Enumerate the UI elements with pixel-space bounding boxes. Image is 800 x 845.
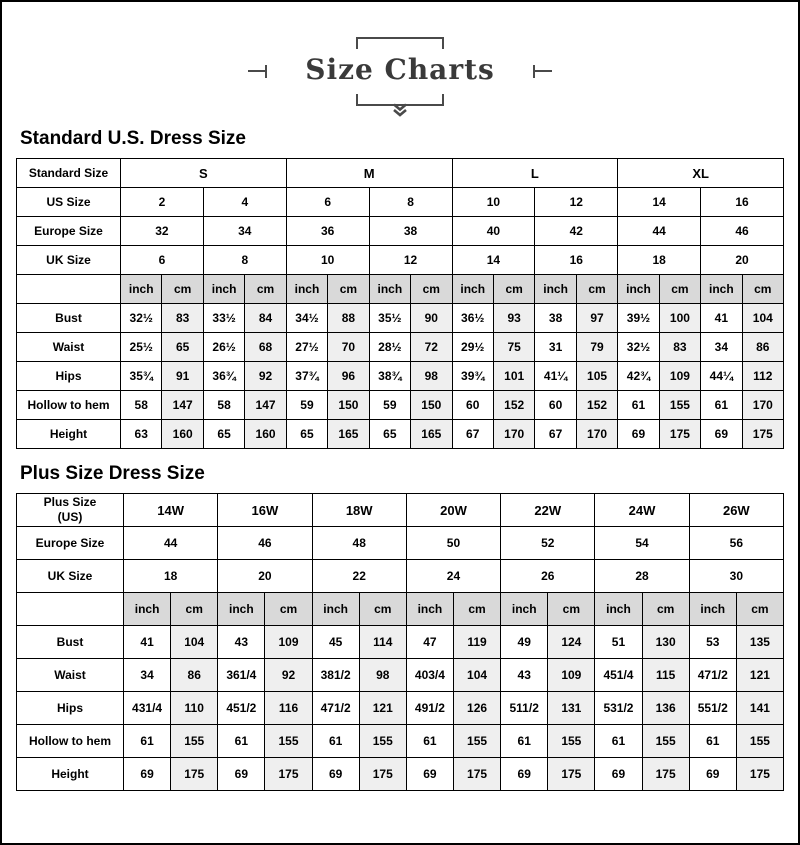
measure-value: 119 xyxy=(453,626,500,659)
measure-value: 65 xyxy=(286,420,327,449)
measure-value: 83 xyxy=(659,333,700,362)
measure-value: 121 xyxy=(736,659,783,692)
measure-value: 109 xyxy=(659,362,700,391)
measure-value: 37¾ xyxy=(286,362,327,391)
measure-value: 155 xyxy=(736,725,783,758)
unit-header: cm xyxy=(493,275,534,304)
chevron-down-icon xyxy=(392,103,408,117)
plus-size-section xyxy=(16,463,784,791)
size-group-header: M xyxy=(286,159,452,188)
measure-value: 28½ xyxy=(369,333,410,362)
measure-value: 39½ xyxy=(618,304,659,333)
measure-value: 36½ xyxy=(452,304,493,333)
measure-value: 67 xyxy=(535,420,576,449)
size-value: 6 xyxy=(121,246,204,275)
measure-value: 38¾ xyxy=(369,362,410,391)
measure-value: 361/4 xyxy=(218,659,265,692)
unit-header: inch xyxy=(689,593,736,626)
size-value: 14 xyxy=(618,188,701,217)
measure-value: 72 xyxy=(411,333,452,362)
size-value: 44 xyxy=(618,217,701,246)
size-value: 54 xyxy=(595,527,689,560)
size-group-header: XL xyxy=(618,159,784,188)
measure-value: 124 xyxy=(548,626,595,659)
measure-value: 75 xyxy=(493,333,534,362)
unit-header: cm xyxy=(328,275,369,304)
measure-value: 130 xyxy=(642,626,689,659)
measure-value: 60 xyxy=(452,391,493,420)
measure-value: 175 xyxy=(265,758,312,791)
measure-value: 86 xyxy=(742,333,783,362)
size-value: 2 xyxy=(121,188,204,217)
title-left-rule xyxy=(248,65,267,78)
measure-value: 69 xyxy=(501,758,548,791)
size-value: 8 xyxy=(203,246,286,275)
measure-value: 59 xyxy=(286,391,327,420)
unit-corner xyxy=(17,593,124,626)
size-value: 46 xyxy=(701,217,784,246)
measure-value: 147 xyxy=(162,391,203,420)
size-value: 46 xyxy=(218,527,312,560)
measure-value: 114 xyxy=(359,626,406,659)
measure-value: 38 xyxy=(535,304,576,333)
measure-value: 84 xyxy=(245,304,286,333)
measure-value: 165 xyxy=(411,420,452,449)
measure-value: 29½ xyxy=(452,333,493,362)
measure-value: 135 xyxy=(736,626,783,659)
measure-value: 44¼ xyxy=(701,362,742,391)
measure-value: 170 xyxy=(742,391,783,420)
title-right-rule xyxy=(533,65,552,78)
measure-value: 175 xyxy=(736,758,783,791)
measure-value: 65 xyxy=(203,420,244,449)
measure-value: 35½ xyxy=(369,304,410,333)
title-block xyxy=(279,37,521,106)
measure-value: 491/2 xyxy=(406,692,453,725)
measure-value: 90 xyxy=(411,304,452,333)
measure-value: 152 xyxy=(493,391,534,420)
unit-header: cm xyxy=(171,593,218,626)
measure-value: 69 xyxy=(689,758,736,791)
unit-corner xyxy=(17,275,121,304)
measure-value: 36¾ xyxy=(203,362,244,391)
measure-value: 136 xyxy=(642,692,689,725)
measure-value: 98 xyxy=(411,362,452,391)
measure-value: 61 xyxy=(406,725,453,758)
measure-value: 511/2 xyxy=(501,692,548,725)
measure-value: 101 xyxy=(493,362,534,391)
measure-value: 403/4 xyxy=(406,659,453,692)
size-value: 16 xyxy=(535,246,618,275)
size-group-header: 22W xyxy=(501,494,595,527)
unit-header: cm xyxy=(265,593,312,626)
measure-value: 58 xyxy=(203,391,244,420)
standard-size-section xyxy=(16,128,784,449)
row-label: Waist xyxy=(17,333,121,362)
measure-value: 34 xyxy=(124,659,171,692)
size-value: 44 xyxy=(124,527,218,560)
measure-value: 531/2 xyxy=(595,692,642,725)
measure-value: 155 xyxy=(642,725,689,758)
measure-value: 53 xyxy=(689,626,736,659)
row-label: UK Size xyxy=(17,246,121,275)
unit-header: cm xyxy=(162,275,203,304)
measure-value: 126 xyxy=(453,692,500,725)
unit-header: inch xyxy=(701,275,742,304)
measure-value: 41¼ xyxy=(535,362,576,391)
measure-value: 96 xyxy=(328,362,369,391)
measure-value: 32½ xyxy=(121,304,162,333)
measure-value: 41 xyxy=(701,304,742,333)
unit-header: cm xyxy=(548,593,595,626)
size-value: 6 xyxy=(286,188,369,217)
measure-value: 69 xyxy=(406,758,453,791)
size-value: 50 xyxy=(406,527,500,560)
right-rule-line xyxy=(535,70,552,72)
standard-size-table-container xyxy=(16,158,784,449)
unit-header: cm xyxy=(576,275,617,304)
measure-value: 175 xyxy=(548,758,595,791)
row-label: UK Size xyxy=(17,560,124,593)
measure-value: 61 xyxy=(218,725,265,758)
size-group-header: 20W xyxy=(406,494,500,527)
measure-value: 98 xyxy=(359,659,406,692)
measure-value: 115 xyxy=(642,659,689,692)
measure-value: 67 xyxy=(452,420,493,449)
measure-value: 97 xyxy=(576,304,617,333)
unit-header: cm xyxy=(453,593,500,626)
size-value: 12 xyxy=(369,246,452,275)
title-banner xyxy=(2,28,798,114)
corner-label: Standard Size xyxy=(17,159,121,188)
measure-value: 59 xyxy=(369,391,410,420)
row-label: Waist xyxy=(17,659,124,692)
measure-value: 61 xyxy=(689,725,736,758)
measure-value: 42¾ xyxy=(618,362,659,391)
left-rule-tick xyxy=(265,65,267,78)
measure-value: 155 xyxy=(548,725,595,758)
measure-value: 34 xyxy=(701,333,742,362)
size-value: 22 xyxy=(312,560,406,593)
measure-value: 35¾ xyxy=(121,362,162,391)
left-rule-line xyxy=(248,70,265,72)
measure-value: 104 xyxy=(742,304,783,333)
measure-value: 155 xyxy=(659,391,700,420)
size-value: 18 xyxy=(618,246,701,275)
size-group-header: 24W xyxy=(595,494,689,527)
size-value: 52 xyxy=(501,527,595,560)
measure-value: 431/4 xyxy=(124,692,171,725)
measure-value: 61 xyxy=(595,725,642,758)
size-value: 48 xyxy=(312,527,406,560)
measure-value: 381/2 xyxy=(312,659,359,692)
unit-header: inch xyxy=(218,593,265,626)
size-value: 12 xyxy=(535,188,618,217)
measure-value: 110 xyxy=(171,692,218,725)
size-group-header: L xyxy=(452,159,618,188)
unit-header: cm xyxy=(411,275,452,304)
size-value: 42 xyxy=(535,217,618,246)
size-value: 26 xyxy=(501,560,595,593)
measure-value: 86 xyxy=(171,659,218,692)
measure-value: 175 xyxy=(659,420,700,449)
size-value: 18 xyxy=(124,560,218,593)
row-label: Height xyxy=(17,758,124,791)
size-value: 4 xyxy=(203,188,286,217)
measure-value: 33½ xyxy=(203,304,244,333)
measure-value: 150 xyxy=(328,391,369,420)
measure-value: 155 xyxy=(171,725,218,758)
size-value: 20 xyxy=(701,246,784,275)
measure-value: 69 xyxy=(701,420,742,449)
measure-value: 69 xyxy=(618,420,659,449)
row-label: Hips xyxy=(17,362,121,391)
unit-header: inch xyxy=(406,593,453,626)
size-value: 38 xyxy=(369,217,452,246)
size-value: 36 xyxy=(286,217,369,246)
unit-header: inch xyxy=(595,593,642,626)
measure-value: 116 xyxy=(265,692,312,725)
row-label: Europe Size xyxy=(17,217,121,246)
measure-value: 63 xyxy=(121,420,162,449)
size-value: 10 xyxy=(452,188,535,217)
row-label: Height xyxy=(17,420,121,449)
measure-value: 104 xyxy=(171,626,218,659)
unit-header: inch xyxy=(124,593,171,626)
measure-value: 451/2 xyxy=(218,692,265,725)
size-group-header: 16W xyxy=(218,494,312,527)
measure-value: 60 xyxy=(535,391,576,420)
size-value: 34 xyxy=(203,217,286,246)
unit-header: inch xyxy=(121,275,162,304)
measure-value: 170 xyxy=(576,420,617,449)
row-label: Bust xyxy=(17,626,124,659)
measure-value: 61 xyxy=(701,391,742,420)
size-value: 56 xyxy=(689,527,783,560)
measure-value: 175 xyxy=(453,758,500,791)
measure-value: 61 xyxy=(618,391,659,420)
plus-size-table-container xyxy=(16,493,784,791)
measure-value: 88 xyxy=(328,304,369,333)
measure-value: 69 xyxy=(218,758,265,791)
size-value: 40 xyxy=(452,217,535,246)
measure-value: 93 xyxy=(493,304,534,333)
row-label: Hollow to hem xyxy=(17,391,121,420)
measure-value: 26½ xyxy=(203,333,244,362)
measure-value: 109 xyxy=(265,626,312,659)
measure-value: 92 xyxy=(245,362,286,391)
unit-header: inch xyxy=(452,275,493,304)
unit-header: inch xyxy=(286,275,327,304)
measure-value: 61 xyxy=(124,725,171,758)
size-value: 10 xyxy=(286,246,369,275)
size-group-header: 14W xyxy=(124,494,218,527)
measure-value: 147 xyxy=(245,391,286,420)
measure-value: 41 xyxy=(124,626,171,659)
unit-header: inch xyxy=(369,275,410,304)
measure-value: 79 xyxy=(576,333,617,362)
row-label: Bust xyxy=(17,304,121,333)
unit-header: cm xyxy=(642,593,689,626)
measure-value: 105 xyxy=(576,362,617,391)
measure-value: 150 xyxy=(411,391,452,420)
row-label: Hollow to hem xyxy=(17,725,124,758)
measure-value: 160 xyxy=(245,420,286,449)
measure-value: 141 xyxy=(736,692,783,725)
measure-value: 61 xyxy=(312,725,359,758)
size-value: 16 xyxy=(701,188,784,217)
measure-value: 109 xyxy=(548,659,595,692)
measure-value: 61 xyxy=(501,725,548,758)
measure-value: 471/2 xyxy=(689,659,736,692)
measure-value: 69 xyxy=(595,758,642,791)
measure-value: 83 xyxy=(162,304,203,333)
unit-header: inch xyxy=(501,593,548,626)
measure-value: 451/4 xyxy=(595,659,642,692)
measure-value: 65 xyxy=(369,420,410,449)
measure-value: 32½ xyxy=(618,333,659,362)
unit-header: cm xyxy=(659,275,700,304)
measure-value: 175 xyxy=(742,420,783,449)
measure-value: 45 xyxy=(312,626,359,659)
measure-value: 165 xyxy=(328,420,369,449)
measure-value: 47 xyxy=(406,626,453,659)
measure-value: 39¾ xyxy=(452,362,493,391)
size-value: 24 xyxy=(406,560,500,593)
section-heading-standard: Standard U.S. Dress Size xyxy=(20,128,246,149)
measure-value: 160 xyxy=(162,420,203,449)
measure-value: 58 xyxy=(121,391,162,420)
standard-us-dress-size-table xyxy=(16,158,784,449)
measure-value: 152 xyxy=(576,391,617,420)
measure-value: 131 xyxy=(548,692,595,725)
size-value: 14 xyxy=(452,246,535,275)
measure-value: 27½ xyxy=(286,333,327,362)
measure-value: 471/2 xyxy=(312,692,359,725)
size-value: 28 xyxy=(595,560,689,593)
measure-value: 43 xyxy=(501,659,548,692)
unit-header: cm xyxy=(245,275,286,304)
measure-value: 49 xyxy=(501,626,548,659)
measure-value: 91 xyxy=(162,362,203,391)
measure-value: 112 xyxy=(742,362,783,391)
measure-value: 104 xyxy=(453,659,500,692)
measure-value: 92 xyxy=(265,659,312,692)
unit-header: cm xyxy=(736,593,783,626)
plus-size-dress-size-table xyxy=(16,493,784,791)
measure-value: 25½ xyxy=(121,333,162,362)
row-label: Hips xyxy=(17,692,124,725)
unit-header: cm xyxy=(742,275,783,304)
measure-value: 175 xyxy=(359,758,406,791)
measure-value: 155 xyxy=(265,725,312,758)
unit-header: inch xyxy=(203,275,244,304)
title-bracket-top xyxy=(356,37,444,49)
unit-header: inch xyxy=(312,593,359,626)
measure-value: 175 xyxy=(171,758,218,791)
size-group-header: S xyxy=(121,159,287,188)
measure-value: 68 xyxy=(245,333,286,362)
page-title: Size Charts xyxy=(305,52,495,86)
size-group-header: 18W xyxy=(312,494,406,527)
measure-value: 121 xyxy=(359,692,406,725)
measure-value: 155 xyxy=(453,725,500,758)
size-group-header: 26W xyxy=(689,494,783,527)
measure-value: 170 xyxy=(493,420,534,449)
measure-value: 51 xyxy=(595,626,642,659)
measure-value: 69 xyxy=(312,758,359,791)
measure-value: 43 xyxy=(218,626,265,659)
unit-header: inch xyxy=(535,275,576,304)
row-label: Europe Size xyxy=(17,527,124,560)
size-value: 32 xyxy=(121,217,204,246)
size-value: 8 xyxy=(369,188,452,217)
measure-value: 100 xyxy=(659,304,700,333)
unit-header: inch xyxy=(618,275,659,304)
measure-value: 34½ xyxy=(286,304,327,333)
unit-header: cm xyxy=(359,593,406,626)
row-label: US Size xyxy=(17,188,121,217)
measure-value: 70 xyxy=(328,333,369,362)
size-value: 30 xyxy=(689,560,783,593)
measure-value: 175 xyxy=(642,758,689,791)
measure-value: 155 xyxy=(359,725,406,758)
measure-value: 65 xyxy=(162,333,203,362)
corner-label: Plus Size (US) xyxy=(17,494,124,527)
size-value: 20 xyxy=(218,560,312,593)
measure-value: 551/2 xyxy=(689,692,736,725)
section-heading-plus: Plus Size Dress Size xyxy=(20,463,205,484)
measure-value: 69 xyxy=(124,758,171,791)
measure-value: 31 xyxy=(535,333,576,362)
